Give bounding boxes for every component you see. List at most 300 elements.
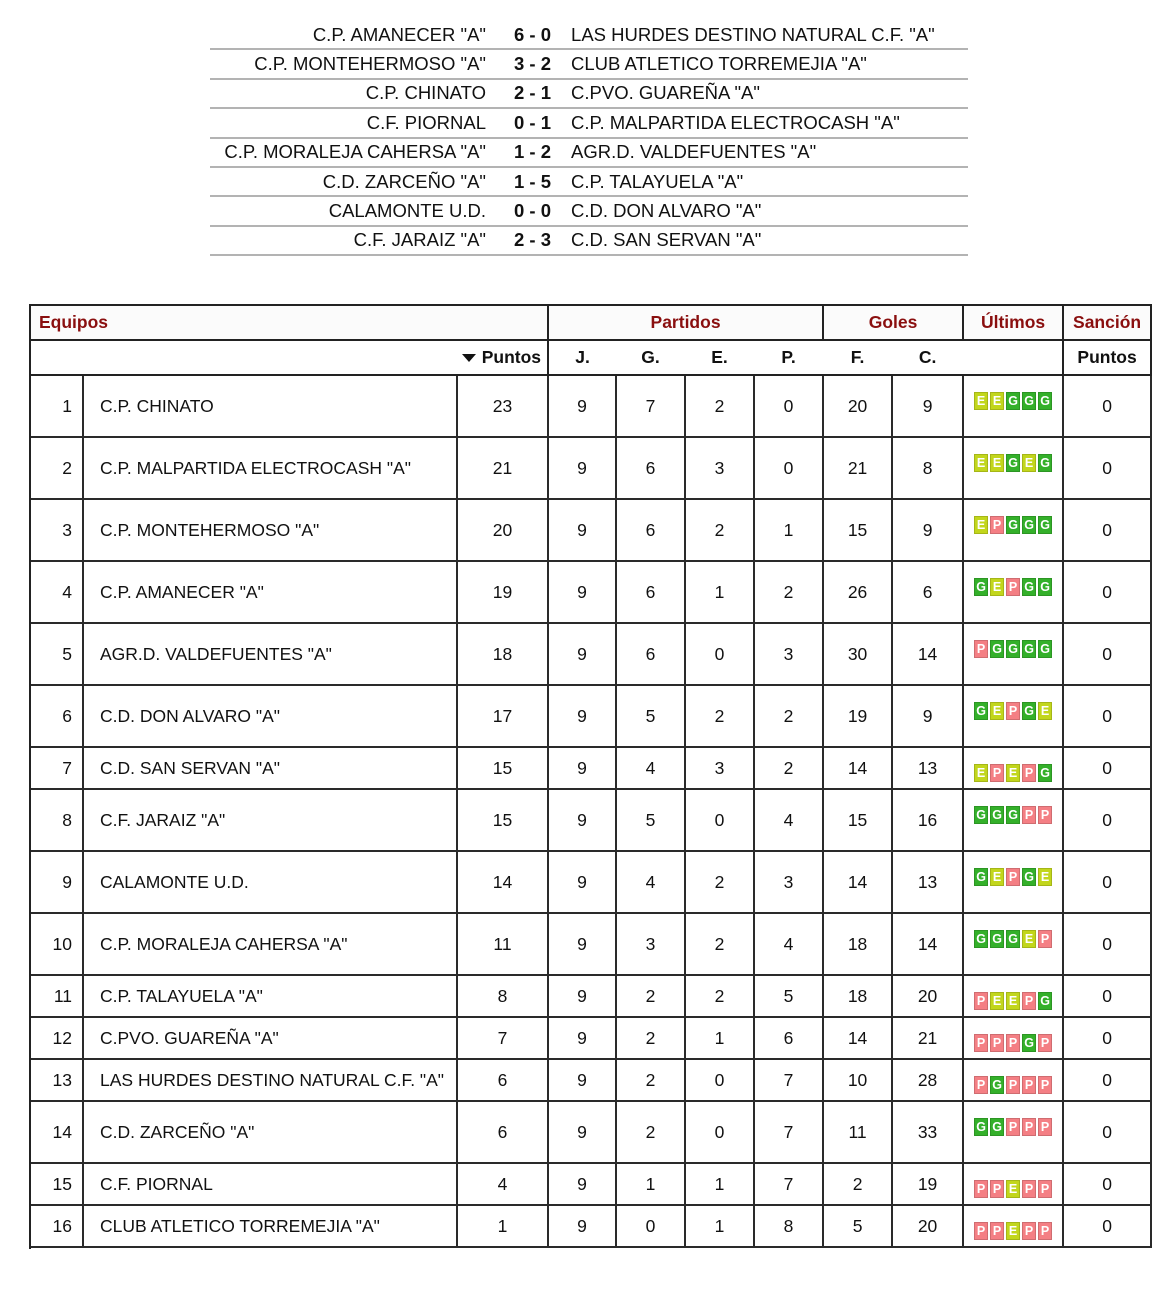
won-cell: 2 bbox=[616, 1017, 685, 1059]
last-results-badges bbox=[974, 868, 1052, 886]
win-badge: G bbox=[1038, 578, 1052, 596]
points-cell: 19 bbox=[457, 561, 548, 623]
lost-cell: 6 bbox=[754, 1017, 823, 1059]
group-ultimos: Últimos bbox=[963, 305, 1063, 340]
last-results-cell bbox=[963, 1163, 1063, 1205]
home-team: C.D. ZARCEÑO "A" bbox=[322, 170, 486, 192]
draw-badge: E bbox=[990, 992, 1004, 1010]
draw-badge: E bbox=[974, 764, 988, 782]
loss-badge: P bbox=[974, 1076, 988, 1094]
loss-badge: P bbox=[1022, 806, 1036, 824]
last-results-badges bbox=[974, 764, 1052, 782]
played-cell: 9 bbox=[548, 685, 616, 747]
win-badge: G bbox=[1022, 640, 1036, 658]
goals-against-cell: 13 bbox=[892, 851, 963, 913]
team-name-cell: CALAMONTE U.D. bbox=[83, 851, 457, 913]
won-cell: 6 bbox=[616, 437, 685, 499]
home-team: C.F. JARAIZ "A" bbox=[353, 229, 486, 251]
position-cell: 2 bbox=[31, 437, 83, 499]
draw-badge: E bbox=[990, 578, 1004, 596]
draw-badge: E bbox=[1038, 868, 1052, 886]
last-results-badges bbox=[974, 578, 1052, 596]
win-badge: G bbox=[1022, 392, 1036, 410]
loss-badge: P bbox=[974, 640, 988, 658]
played-cell: 9 bbox=[548, 437, 616, 499]
points-cell: 17 bbox=[457, 685, 548, 747]
win-badge: G bbox=[1006, 640, 1020, 658]
col-p-header: P. bbox=[754, 340, 823, 375]
last-results-badges bbox=[974, 516, 1052, 534]
sanction-points-cell: 0 bbox=[1063, 851, 1151, 913]
goals-for-cell: 19 bbox=[823, 685, 892, 747]
lost-cell: 5 bbox=[754, 975, 823, 1017]
played-cell: 9 bbox=[548, 975, 616, 1017]
away-team: C.PVO. GUAREÑA "A" bbox=[571, 82, 760, 104]
last-results-badges bbox=[974, 806, 1052, 824]
loss-badge: P bbox=[1006, 1076, 1020, 1094]
goals-for-cell: 5 bbox=[823, 1205, 892, 1247]
sanction-points-cell: 0 bbox=[1063, 1059, 1151, 1101]
column-header-row bbox=[31, 340, 1151, 375]
last-results-badges bbox=[974, 930, 1052, 948]
last-results-cell bbox=[963, 1017, 1063, 1059]
goals-against-cell: 20 bbox=[892, 1205, 963, 1247]
win-badge: G bbox=[1038, 392, 1052, 410]
draw-badge: E bbox=[1006, 1180, 1020, 1198]
team-name-cell: C.D. DON ALVARO "A" bbox=[83, 685, 457, 747]
sanction-points-cell: 0 bbox=[1063, 375, 1151, 437]
results-list bbox=[210, 21, 968, 256]
drawn-cell: 1 bbox=[685, 1017, 754, 1059]
loss-badge: P bbox=[1022, 764, 1036, 782]
played-cell: 9 bbox=[548, 623, 616, 685]
win-badge: G bbox=[974, 868, 988, 886]
goals-for-cell: 2 bbox=[823, 1163, 892, 1205]
loss-badge: P bbox=[990, 516, 1004, 534]
position-cell: 3 bbox=[31, 499, 83, 561]
loss-badge: P bbox=[1038, 1180, 1052, 1198]
last-results-cell bbox=[963, 375, 1063, 437]
home-team: C.F. PIORNAL bbox=[366, 111, 486, 133]
loss-badge: P bbox=[1022, 1118, 1036, 1136]
draw-badge: E bbox=[990, 454, 1004, 472]
draw-badge: E bbox=[1006, 1222, 1020, 1240]
draw-badge: E bbox=[974, 516, 988, 534]
last-results-cell bbox=[963, 437, 1063, 499]
played-cell: 9 bbox=[548, 561, 616, 623]
won-cell: 6 bbox=[616, 561, 685, 623]
position-cell: 15 bbox=[31, 1163, 83, 1205]
home-team: C.P. MORALEJA CAHERSA "A" bbox=[224, 141, 486, 163]
sanction-points-cell: 0 bbox=[1063, 1017, 1151, 1059]
played-cell: 9 bbox=[548, 851, 616, 913]
draw-badge: E bbox=[1038, 702, 1052, 720]
win-badge: G bbox=[1006, 516, 1020, 534]
win-badge: G bbox=[1006, 806, 1020, 824]
won-cell: 2 bbox=[616, 1101, 685, 1163]
last-results-cell bbox=[963, 913, 1063, 975]
team-name-cell: C.D. SAN SERVAN "A" bbox=[83, 747, 457, 789]
team-name-cell: CLUB ATLETICO TORREMEJIA "A" bbox=[83, 1205, 457, 1247]
drawn-cell: 2 bbox=[685, 851, 754, 913]
last-results-cell bbox=[963, 975, 1063, 1017]
away-team: C.D. SAN SERVAN "A" bbox=[571, 229, 762, 251]
last-results-cell bbox=[963, 1101, 1063, 1163]
lost-cell: 2 bbox=[754, 685, 823, 747]
win-badge: G bbox=[974, 702, 988, 720]
team-name-cell: C.P. AMANECER "A" bbox=[83, 561, 457, 623]
table-row bbox=[31, 499, 1151, 561]
goals-for-cell: 30 bbox=[823, 623, 892, 685]
win-badge: G bbox=[1038, 516, 1052, 534]
points-cell: 21 bbox=[457, 437, 548, 499]
table-row bbox=[31, 623, 1151, 685]
goals-for-cell: 14 bbox=[823, 747, 892, 789]
loss-badge: P bbox=[990, 764, 1004, 782]
loss-badge: P bbox=[1006, 1118, 1020, 1136]
position-cell: 12 bbox=[31, 1017, 83, 1059]
last-results-cell bbox=[963, 561, 1063, 623]
draw-badge: E bbox=[990, 392, 1004, 410]
team-name-cell: C.D. ZARCEÑO "A" bbox=[83, 1101, 457, 1163]
drawn-cell: 1 bbox=[685, 1163, 754, 1205]
sanction-points-cell: 0 bbox=[1063, 685, 1151, 747]
table-row bbox=[31, 1059, 1151, 1101]
win-badge: G bbox=[990, 1076, 1004, 1094]
drawn-cell: 2 bbox=[685, 975, 754, 1017]
goals-for-cell: 26 bbox=[823, 561, 892, 623]
drawn-cell: 2 bbox=[685, 913, 754, 975]
won-cell: 6 bbox=[616, 499, 685, 561]
table-row bbox=[31, 437, 1151, 499]
away-team: C.D. DON ALVARO "A" bbox=[571, 200, 762, 222]
won-cell: 5 bbox=[616, 789, 685, 851]
drawn-cell: 1 bbox=[685, 1205, 754, 1247]
loss-badge: P bbox=[1006, 868, 1020, 886]
position-cell: 14 bbox=[31, 1101, 83, 1163]
match-score: 3 - 2 bbox=[514, 53, 552, 75]
match-score: 0 - 1 bbox=[514, 111, 552, 133]
match-score: 2 - 1 bbox=[514, 82, 552, 104]
win-badge: G bbox=[1038, 764, 1052, 782]
lost-cell: 7 bbox=[754, 1163, 823, 1205]
goals-against-cell: 9 bbox=[892, 499, 963, 561]
col-j-header: J. bbox=[548, 340, 616, 375]
draw-badge: E bbox=[974, 392, 988, 410]
table-row bbox=[31, 851, 1151, 913]
match-score: 1 - 2 bbox=[514, 141, 552, 163]
team-name-cell: C.P. CHINATO bbox=[83, 375, 457, 437]
loss-badge: P bbox=[1022, 992, 1036, 1010]
drawn-cell: 2 bbox=[685, 375, 754, 437]
result-row bbox=[210, 109, 968, 138]
away-team: CLUB ATLETICO TORREMEJIA "A" bbox=[571, 53, 867, 75]
win-badge: G bbox=[1006, 392, 1020, 410]
win-badge: G bbox=[1022, 516, 1036, 534]
won-cell: 4 bbox=[616, 851, 685, 913]
away-team: C.P. TALAYUELA "A" bbox=[571, 170, 744, 192]
last-results-cell bbox=[963, 789, 1063, 851]
drawn-cell: 3 bbox=[685, 437, 754, 499]
lost-cell: 4 bbox=[754, 789, 823, 851]
last-results-badges bbox=[974, 1118, 1052, 1136]
drawn-cell: 2 bbox=[685, 685, 754, 747]
last-results-badges bbox=[974, 1076, 1052, 1094]
loss-badge: P bbox=[1022, 1076, 1036, 1094]
draw-badge: E bbox=[1006, 992, 1020, 1010]
last-results-badges bbox=[974, 392, 1052, 410]
last-results-badges bbox=[974, 1180, 1052, 1198]
group-partidos: Partidos bbox=[548, 305, 823, 340]
points-cell: 18 bbox=[457, 623, 548, 685]
won-cell: 5 bbox=[616, 685, 685, 747]
goals-against-cell: 6 bbox=[892, 561, 963, 623]
goals-against-cell: 28 bbox=[892, 1059, 963, 1101]
goals-against-cell: 9 bbox=[892, 685, 963, 747]
win-badge: G bbox=[990, 640, 1004, 658]
sanction-points-cell: 0 bbox=[1063, 747, 1151, 789]
win-badge: G bbox=[1022, 702, 1036, 720]
table-row bbox=[31, 975, 1151, 1017]
lost-cell: 2 bbox=[754, 747, 823, 789]
lost-cell: 1 bbox=[754, 499, 823, 561]
played-cell: 9 bbox=[548, 913, 616, 975]
played-cell: 9 bbox=[548, 789, 616, 851]
lost-cell: 3 bbox=[754, 851, 823, 913]
loss-badge: P bbox=[1038, 930, 1052, 948]
played-cell: 9 bbox=[548, 1163, 616, 1205]
goals-for-cell: 18 bbox=[823, 913, 892, 975]
home-team: C.P. MONTEHERMOSO "A" bbox=[254, 53, 486, 75]
position-cell: 5 bbox=[31, 623, 83, 685]
home-team: CALAMONTE U.D. bbox=[328, 200, 486, 222]
win-badge: G bbox=[990, 930, 1004, 948]
won-cell: 6 bbox=[616, 623, 685, 685]
position-cell: 16 bbox=[31, 1205, 83, 1247]
drawn-cell: 0 bbox=[685, 1059, 754, 1101]
played-cell: 9 bbox=[548, 375, 616, 437]
loss-badge: P bbox=[990, 1222, 1004, 1240]
points-cell: 7 bbox=[457, 1017, 548, 1059]
goals-for-cell: 10 bbox=[823, 1059, 892, 1101]
goals-against-cell: 13 bbox=[892, 747, 963, 789]
draw-badge: E bbox=[1022, 930, 1036, 948]
win-badge: G bbox=[1038, 992, 1052, 1010]
table-row bbox=[31, 789, 1151, 851]
last-results-badges bbox=[974, 702, 1052, 720]
goals-against-cell: 21 bbox=[892, 1017, 963, 1059]
loss-badge: P bbox=[990, 1180, 1004, 1198]
sanction-points-cell: 0 bbox=[1063, 913, 1151, 975]
goals-against-cell: 19 bbox=[892, 1163, 963, 1205]
goals-for-cell: 21 bbox=[823, 437, 892, 499]
match-score: 6 - 0 bbox=[514, 23, 552, 45]
team-name-cell: C.P. MORALEJA CAHERSA "A" bbox=[83, 913, 457, 975]
sanction-points-cell: 0 bbox=[1063, 623, 1151, 685]
points-cell: 4 bbox=[457, 1163, 548, 1205]
loss-badge: P bbox=[1006, 702, 1020, 720]
table-row bbox=[31, 561, 1151, 623]
win-badge: G bbox=[1038, 454, 1052, 472]
goals-against-cell: 20 bbox=[892, 975, 963, 1017]
home-team: C.P. CHINATO bbox=[365, 82, 486, 104]
won-cell: 2 bbox=[616, 1059, 685, 1101]
points-cell: 8 bbox=[457, 975, 548, 1017]
won-cell: 3 bbox=[616, 913, 685, 975]
goals-against-cell: 33 bbox=[892, 1101, 963, 1163]
away-team: LAS HURDES DESTINO NATURAL C.F. "A" bbox=[571, 23, 935, 45]
loss-badge: P bbox=[1038, 1118, 1052, 1136]
result-row bbox=[210, 21, 968, 50]
points-cell: 15 bbox=[457, 747, 548, 789]
lost-cell: 7 bbox=[754, 1101, 823, 1163]
drawn-cell: 0 bbox=[685, 789, 754, 851]
col-g-header: G. bbox=[616, 340, 685, 375]
played-cell: 9 bbox=[548, 1017, 616, 1059]
goals-for-cell: 15 bbox=[823, 789, 892, 851]
team-name-cell: C.P. TALAYUELA "A" bbox=[83, 975, 457, 1017]
loss-badge: P bbox=[1038, 1076, 1052, 1094]
sanction-points-cell: 0 bbox=[1063, 1101, 1151, 1163]
away-team: AGR.D. VALDEFUENTES "A" bbox=[571, 141, 817, 163]
last-results-badges bbox=[974, 1034, 1052, 1052]
points-cell: 14 bbox=[457, 851, 548, 913]
team-name-cell: C.F. JARAIZ "A" bbox=[83, 789, 457, 851]
win-badge: G bbox=[974, 806, 988, 824]
away-team: C.P. MALPARTIDA ELECTROCASH "A" bbox=[571, 111, 900, 133]
loss-badge: P bbox=[1038, 1222, 1052, 1240]
group-header-row bbox=[31, 305, 1151, 340]
position-cell: 4 bbox=[31, 561, 83, 623]
loss-badge: P bbox=[1038, 1034, 1052, 1052]
last-results-cell bbox=[963, 685, 1063, 747]
table-row bbox=[31, 375, 1151, 437]
table-row bbox=[31, 1205, 1151, 1247]
group-equipos: Equipos bbox=[31, 305, 548, 340]
win-badge: G bbox=[1038, 640, 1052, 658]
table-row bbox=[31, 1017, 1151, 1059]
win-badge: G bbox=[974, 578, 988, 596]
lost-cell: 0 bbox=[754, 375, 823, 437]
draw-badge: E bbox=[990, 868, 1004, 886]
played-cell: 9 bbox=[548, 499, 616, 561]
won-cell: 7 bbox=[616, 375, 685, 437]
table-row bbox=[31, 1163, 1151, 1205]
win-badge: G bbox=[1022, 1034, 1036, 1052]
last-results-cell bbox=[963, 623, 1063, 685]
team-name-cell: C.F. PIORNAL bbox=[83, 1163, 457, 1205]
position-cell: 6 bbox=[31, 685, 83, 747]
goals-for-cell: 11 bbox=[823, 1101, 892, 1163]
lost-cell: 4 bbox=[754, 913, 823, 975]
goals-for-cell: 14 bbox=[823, 1017, 892, 1059]
sanction-points-cell: 0 bbox=[1063, 789, 1151, 851]
win-badge: G bbox=[990, 1118, 1004, 1136]
team-name-cell: C.P. MALPARTIDA ELECTROCASH "A" bbox=[83, 437, 457, 499]
loss-badge: P bbox=[990, 1034, 1004, 1052]
points-cell: 15 bbox=[457, 789, 548, 851]
win-badge: G bbox=[1022, 868, 1036, 886]
sanction-points-cell: 0 bbox=[1063, 1205, 1151, 1247]
goals-against-cell: 16 bbox=[892, 789, 963, 851]
won-cell: 0 bbox=[616, 1205, 685, 1247]
team-name-cell: LAS HURDES DESTINO NATURAL C.F. "A" bbox=[83, 1059, 457, 1101]
position-cell: 8 bbox=[31, 789, 83, 851]
sanction-points-cell: 0 bbox=[1063, 1163, 1151, 1205]
drawn-cell: 0 bbox=[685, 1101, 754, 1163]
goals-against-cell: 14 bbox=[892, 623, 963, 685]
sanction-points-cell: 0 bbox=[1063, 499, 1151, 561]
goals-against-cell: 14 bbox=[892, 913, 963, 975]
won-cell: 1 bbox=[616, 1163, 685, 1205]
loss-badge: P bbox=[974, 1034, 988, 1052]
played-cell: 9 bbox=[548, 747, 616, 789]
last-results-badges bbox=[974, 1222, 1052, 1240]
sanction-points-cell: 0 bbox=[1063, 561, 1151, 623]
lost-cell: 7 bbox=[754, 1059, 823, 1101]
drawn-cell: 2 bbox=[685, 499, 754, 561]
col-puntos-header[interactable]: Puntos bbox=[31, 340, 548, 375]
goals-for-cell: 18 bbox=[823, 975, 892, 1017]
played-cell: 9 bbox=[548, 1101, 616, 1163]
result-row bbox=[210, 139, 968, 168]
win-badge: G bbox=[1022, 578, 1036, 596]
home-team: C.P. AMANECER "A" bbox=[312, 23, 486, 45]
goals-for-cell: 14 bbox=[823, 851, 892, 913]
last-results-cell bbox=[963, 1059, 1063, 1101]
team-name-cell: C.P. MONTEHERMOSO "A" bbox=[83, 499, 457, 561]
result-row bbox=[210, 168, 968, 197]
last-results-badges bbox=[974, 454, 1052, 472]
win-badge: G bbox=[974, 930, 988, 948]
table-row bbox=[31, 685, 1151, 747]
loss-badge: P bbox=[974, 1180, 988, 1198]
col-e-header: E. bbox=[685, 340, 754, 375]
draw-badge: E bbox=[1022, 454, 1036, 472]
last-results-cell bbox=[963, 747, 1063, 789]
col-sancion-puntos-header: Puntos bbox=[1063, 340, 1151, 375]
draw-badge: E bbox=[974, 454, 988, 472]
points-cell: 1 bbox=[457, 1205, 548, 1247]
lost-cell: 0 bbox=[754, 437, 823, 499]
draw-badge: E bbox=[990, 702, 1004, 720]
standings-table bbox=[29, 304, 1151, 1249]
match-score: 0 - 0 bbox=[514, 200, 552, 222]
won-cell: 4 bbox=[616, 747, 685, 789]
points-cell: 11 bbox=[457, 913, 548, 975]
won-cell: 2 bbox=[616, 975, 685, 1017]
result-row bbox=[210, 50, 968, 79]
group-goles: Goles bbox=[823, 305, 963, 340]
points-cell: 23 bbox=[457, 375, 548, 437]
sort-down-icon bbox=[462, 354, 476, 362]
loss-badge: P bbox=[1022, 1222, 1036, 1240]
last-results-cell bbox=[963, 499, 1063, 561]
table-row bbox=[31, 1101, 1151, 1163]
position-cell: 1 bbox=[31, 375, 83, 437]
goals-against-cell: 9 bbox=[892, 375, 963, 437]
played-cell: 9 bbox=[548, 1205, 616, 1247]
last-results-cell bbox=[963, 851, 1063, 913]
position-cell: 10 bbox=[31, 913, 83, 975]
draw-badge: E bbox=[1006, 764, 1020, 782]
drawn-cell: 0 bbox=[685, 623, 754, 685]
drawn-cell: 1 bbox=[685, 561, 754, 623]
loss-badge: P bbox=[974, 1222, 988, 1240]
points-cell: 6 bbox=[457, 1059, 548, 1101]
win-badge: G bbox=[1006, 454, 1020, 472]
col-c-header: C. bbox=[892, 340, 963, 375]
